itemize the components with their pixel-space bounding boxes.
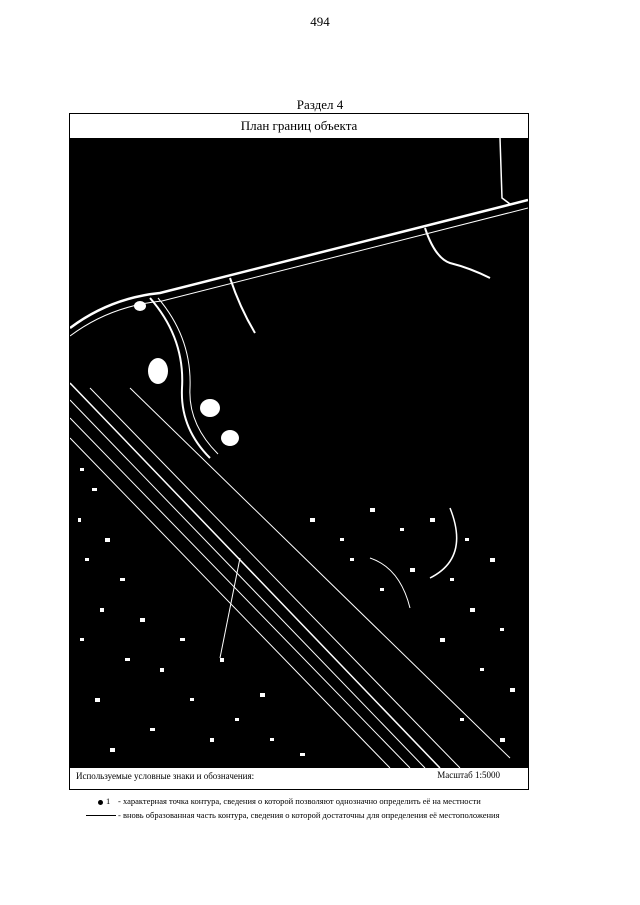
section-label: Раздел 4 [296, 97, 344, 112]
solid-line-icon [86, 815, 116, 816]
page-number: 494 [310, 14, 330, 29]
legend-line-symbol [76, 810, 118, 816]
plan-frame [69, 113, 529, 820]
legend-line-text: - вновь образованная часть контура, сведения о которой достаточны для определения её местоположения [118, 810, 500, 820]
map-scale: Масштаб 1:5000 [437, 770, 500, 780]
satellite-map-image [70, 138, 528, 768]
legend-point-number: 1 [106, 796, 111, 806]
satellite-map [70, 138, 528, 768]
legend-point-text: - характерная точка контура, сведения о которой позволяют однозначно определить её на местности [118, 796, 481, 806]
point-dot-icon [98, 800, 103, 805]
plan-title: План границ объекта [240, 118, 358, 133]
legend-point-symbol [76, 796, 118, 807]
legend-heading: Используемые условные знаки и обозначения: [76, 771, 255, 781]
